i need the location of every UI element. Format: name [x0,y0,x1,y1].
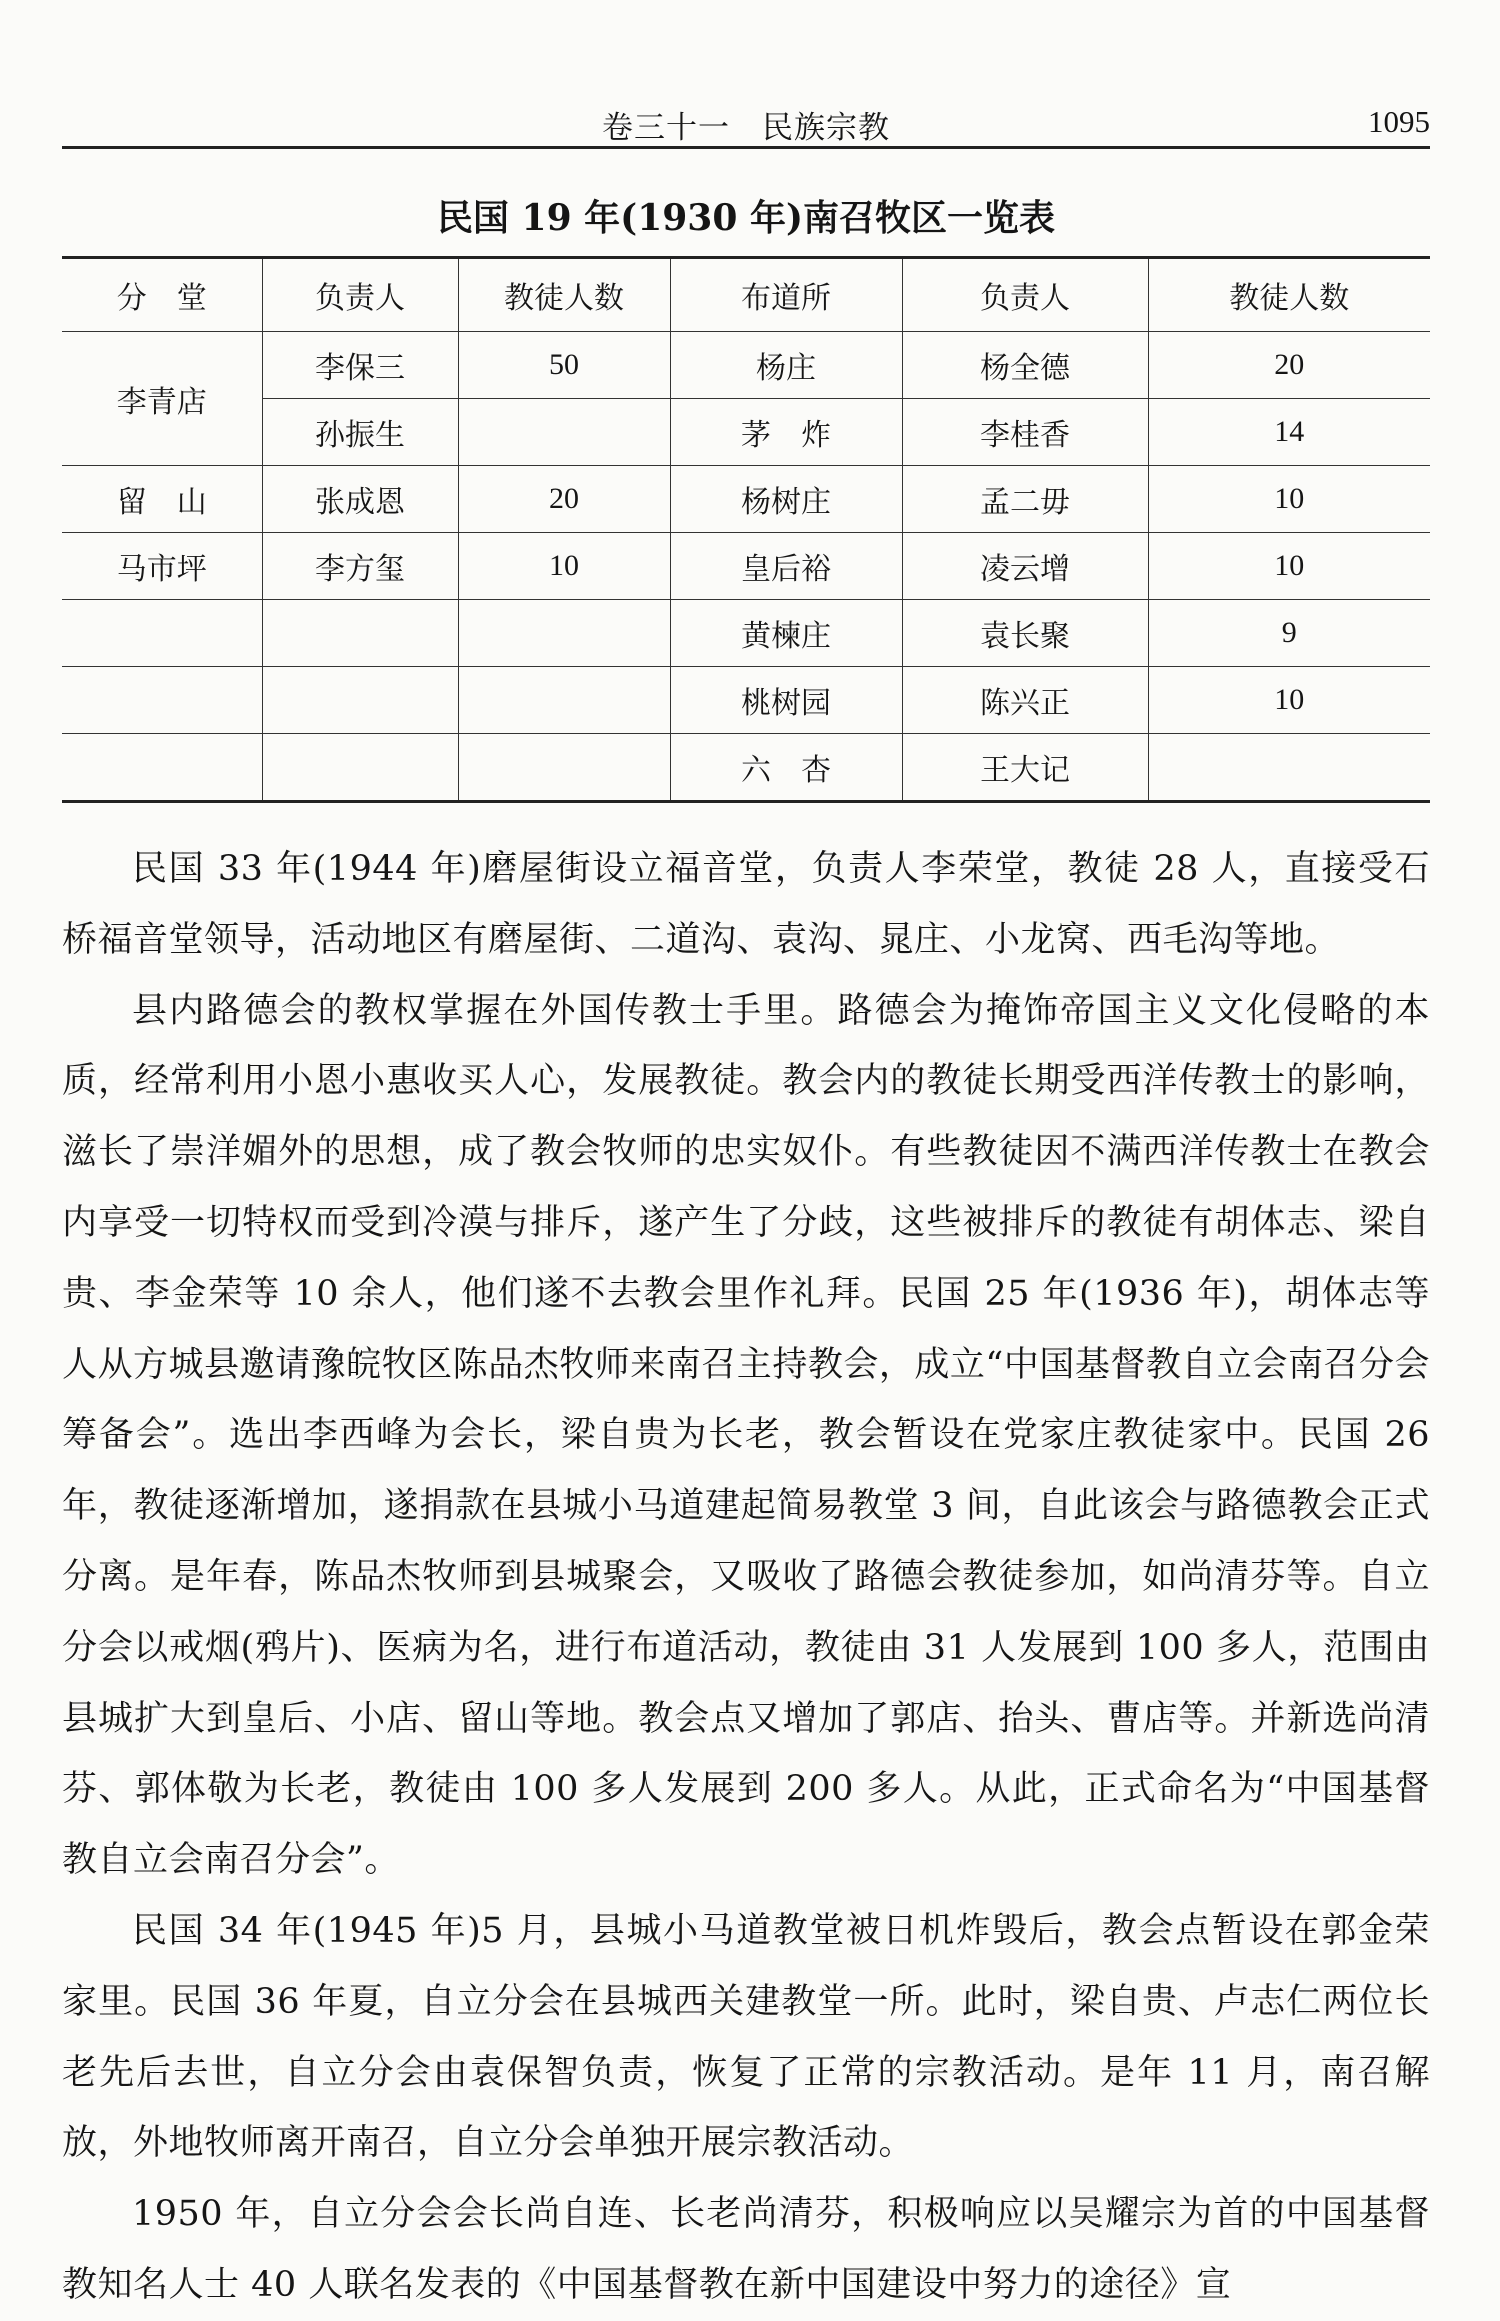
column-header: 教徒人数 [1148,258,1430,332]
table-cell: 10 [458,533,670,600]
table-cell: 李方玺 [262,533,458,600]
table-row [62,734,1430,802]
table-cell: 凌云增 [902,533,1148,600]
table-cell [62,734,262,802]
column-header: 教徒人数 [458,258,670,332]
page-number: 1095 [1368,104,1430,139]
table-cell: 李保三 [262,332,458,399]
table-cell [262,667,458,734]
table-row [62,600,1430,667]
table-cell: 王大记 [902,734,1148,802]
table-cell: 张成恩 [262,466,458,533]
column-header: 分 堂 [62,258,262,332]
table-cell: 10 [1148,667,1430,734]
table-cell [458,399,670,466]
paragraph: 1950 年，自立分会会长尚自连、长老尚清芬，积极响应以吴耀宗为首的中国基督教知名人士 40 人联名发表的《中国基督教在新中国建设中努力的途径》宣 [62,2194,1430,2305]
table-cell: 留 山 [62,466,262,533]
table-cell [458,600,670,667]
table-cell [1148,734,1430,802]
table-cell: 杨全德 [902,332,1148,399]
table-cell: 孙振生 [262,399,458,466]
table-caption: 民国 19 年(1930 年)南召牧区一览表 [437,197,1055,239]
table-cell [262,600,458,667]
table-cell: 袁长聚 [902,600,1148,667]
table-cell: 皇后裕 [670,533,902,600]
table-row [62,667,1430,734]
table-row [62,466,1430,533]
paragraph: 民国 33 年(1944 年)磨屋街设立福音堂，负责人李荣堂，教徒 28 人，直接受石桥福音堂领导，活动地区有磨屋街、二道沟、袁沟、晁庄、小龙窝、西毛沟等地。 [62,849,1430,960]
table-cell: 孟二毋 [902,466,1148,533]
table-cell: 茅 炸 [670,399,902,466]
table-cell: 李桂香 [902,399,1148,466]
table-cell [62,667,262,734]
table-cell: 马市坪 [62,533,262,600]
pastoral-district-table [62,256,1430,803]
table-cell [62,600,262,667]
table-cell [458,667,670,734]
table-cell: 10 [1148,533,1430,600]
table-cell: 杨树庄 [670,466,902,533]
table-cell: 9 [1148,600,1430,667]
table-cell [458,734,670,802]
table-cell: 李青店 [62,332,262,466]
table-cell: 20 [1148,332,1430,399]
table-cell: 10 [1148,466,1430,533]
column-header: 布道所 [670,258,902,332]
table-cell: 六 杏 [670,734,902,802]
table-header-row [62,258,1430,332]
running-title: 卷三十一 民族宗教 [602,110,890,146]
table-cell: 14 [1148,399,1430,466]
body-text [62,834,1430,2321]
table-cell: 20 [458,466,670,533]
page-header [62,102,1430,149]
table-cell: 陈兴正 [902,667,1148,734]
table-cell: 50 [458,332,670,399]
table-row [62,533,1430,600]
column-header: 负责人 [262,258,458,332]
paragraph: 县内路德会的教权掌握在外国传教士手里。路德会为掩饰帝国主义文化侵略的本质，经常利用小恩小惠收买人心，发展教徒。教会内的教徒长期受西洋传教士的影响，滋长了崇洋媚外的思想，成了教会牧师的忠实奴仆。有些教徒因不满西洋传教士在教会内享受一切特权而受到冷漠与排斥，遂产生了分歧，这些被排斥的教徒有胡体志、梁自贵、李金荣等 10 余人，他们遂不去教会里作礼拜。民国 25 年(1936 年)，胡体志等人从方城县邀请豫皖牧区陈品杰牧师来南召主持教会，成立“中国基督教自立会南召分会筹备会”。选出李西峰为会长，梁自贵为长老，教会暂设在党家庄教徒家中。民国 26 年，教徒逐渐增加，遂捐款在县城小马道建起简易教堂 3 间，自此该会与路德教会正式分离。是年春，陈品杰牧师到县城聚会，又吸收了路德会教徒参加，如尚清芬等。自立分会以戒烟(鸦片)、医病为名，进行布道活动，教徒由 31 人发展到 100 多人，范围由县城扩大到皇后、小店、留山等地。教会点又增加了郭店、抬头、曹店等。并新选尚清芬、郭体敬为长老，教徒由 100 多人发展到 200 多人。从此，正式命名为“中国基督教自立会南召分会”。 [62,990,1430,1881]
table-cell: 杨庄 [670,332,902,399]
column-header: 负责人 [902,258,1148,332]
paragraph: 民国 34 年(1945 年)5 月，县城小马道教堂被日机炸毁后，教会点暂设在郭金荣家里。民国 36 年夏，自立分会在县城西关建教堂一所。此时，梁自贵、卢志仁两位长老先后去世，自立分会由袁保智负责，恢复了正常的宗教活动。是年 11 月，南召解放，外地牧师离开南召，自立分会单独开展宗教活动。 [62,1910,1430,2164]
table-row [62,332,1430,399]
table-row [62,399,1430,466]
table-cell: 桃树园 [670,667,902,734]
table-cell [262,734,458,802]
table-cell: 黄楝庄 [670,600,902,667]
